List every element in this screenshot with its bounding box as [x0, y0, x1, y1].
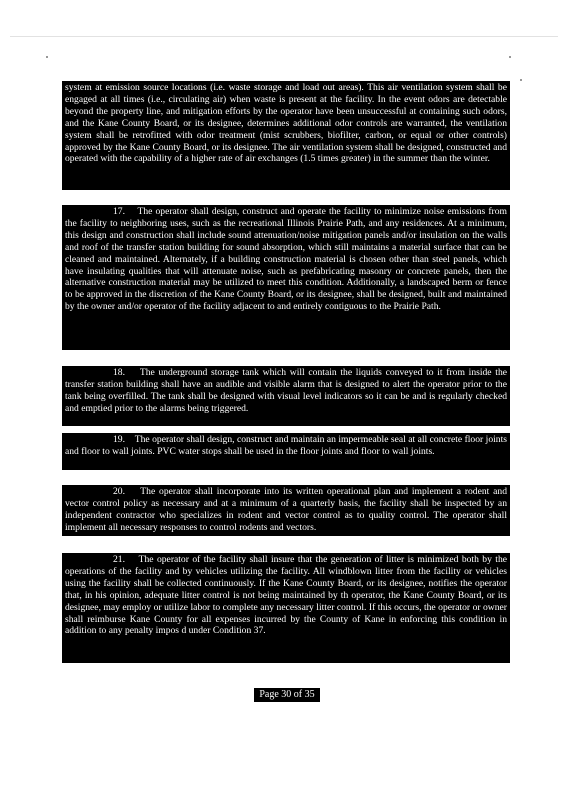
paragraph-17: [62, 205, 510, 350]
paragraph-number: 18.: [113, 367, 125, 378]
scan-speck: [46, 56, 48, 58]
paragraph-text: The operator shall design, construct and maintain an impermeable seal at all concrete floor joints and floor to wall joints. PVC water stops shall be used in the floor joints and floor to wall joints.: [65, 434, 507, 457]
scan-speck: [509, 56, 511, 58]
scan-speck: [520, 79, 522, 81]
paragraph-text: system at emission source locations (i.e. waste storage and load out areas). This air ventilation system shall be engaged at all times (i.e., circulating air) when waste is present at the facility. In the event odors are detectable beyond the property line, and mitigation efforts by the operator have been unsuccessful at containing such odors, and the Kane County Board, or its designee, determines additional odor controls are warranted, the ventilation system shall be retrofitted with odor treatment (mist scrubbers, biofilter, carbon, or equal or other controls) approved by the Kane County Board, or its designee. The air ventilation system shall be designed, constructed and operated with the capability of a higher rate of air exchanges (1.5 times greater) in the summer than the winter.: [65, 82, 507, 165]
paragraph-21: [62, 553, 510, 663]
paragraph-number: 21.: [113, 554, 125, 565]
paragraph-text: The operator shall incorporate into its written operational plan and implement a rodent and vector control policy as necessary and at a minimum of a quarterly basis, the facility shall be inspected by an independent contractor who specializes in rodent and vector control as to quality control. The operator shall implement all necessary responses to control rodents and vectors.: [65, 486, 508, 533]
paragraph-19: [62, 433, 510, 470]
paragraph-text: The operator shall design, construct and operate the facility to minimize noise emissions from the facility to neighboring uses, such as the recreational Illinois Prairie Path, and any residences. At a minimum, this design and construction shall include sound attenuation/noise mitigation panels and/or insulation on the walls and roof of the transfer station building for sound absorption, which still maintains a material surface that can be cleaned and maintained. Alternately, if a building construction material is chosen other than steel panels, which have insulating qualities that will attenuate noise, such as prefabricating masonry or concrete panels, then the alternative construction material may be utilized to meet this condition. Additionally, a landscaped berm or fence to be approved in the discretion of the Kane County Board, or its designee, shall be designed, built and maintained by the owner and/or operator of the facility adjacent to and entirely contiguous to the Prairie Path.: [65, 206, 508, 313]
paragraph-16-continued: [62, 81, 510, 190]
paragraph-text: The operator of the facility shall insure that the generation of litter is minimized both by the operations of the facility and by vehicles utilizing the facility. All windblown litter from the facility or vehicles using the facility shall be collected continuously. If the Kane County Board, or its designee, notifies the operator that, in his opinion, adequate litter control is not being maintained by th operator, the Kane County Board, or its designee, may employ or utilize labor to complete any necessary litter control. If this occurs, the operator or owner shall reimburse Kane County for all expenses incurred by the County of Kane in enforcing this condition in addition to any penalty impos d under Condition 37.: [65, 554, 508, 637]
paragraph-number: 20.: [113, 486, 125, 497]
paragraph-text: The underground storage tank which will contain the liquids conveyed to it from inside the transfer station building shall have an audible and visible alarm that is designed to alert the operator prior to the tank being overfilled. The tank shall be designed with visual level indicators so it can be and is regularly checked and emptied prior to the alarms being triggered.: [65, 367, 507, 414]
paragraph-number: 19.: [113, 434, 125, 445]
paragraph-number: 17.: [113, 206, 125, 217]
page-number: Page 30 of 35: [254, 688, 320, 702]
paragraph-18: [62, 366, 510, 426]
paragraph-20: [62, 485, 510, 536]
